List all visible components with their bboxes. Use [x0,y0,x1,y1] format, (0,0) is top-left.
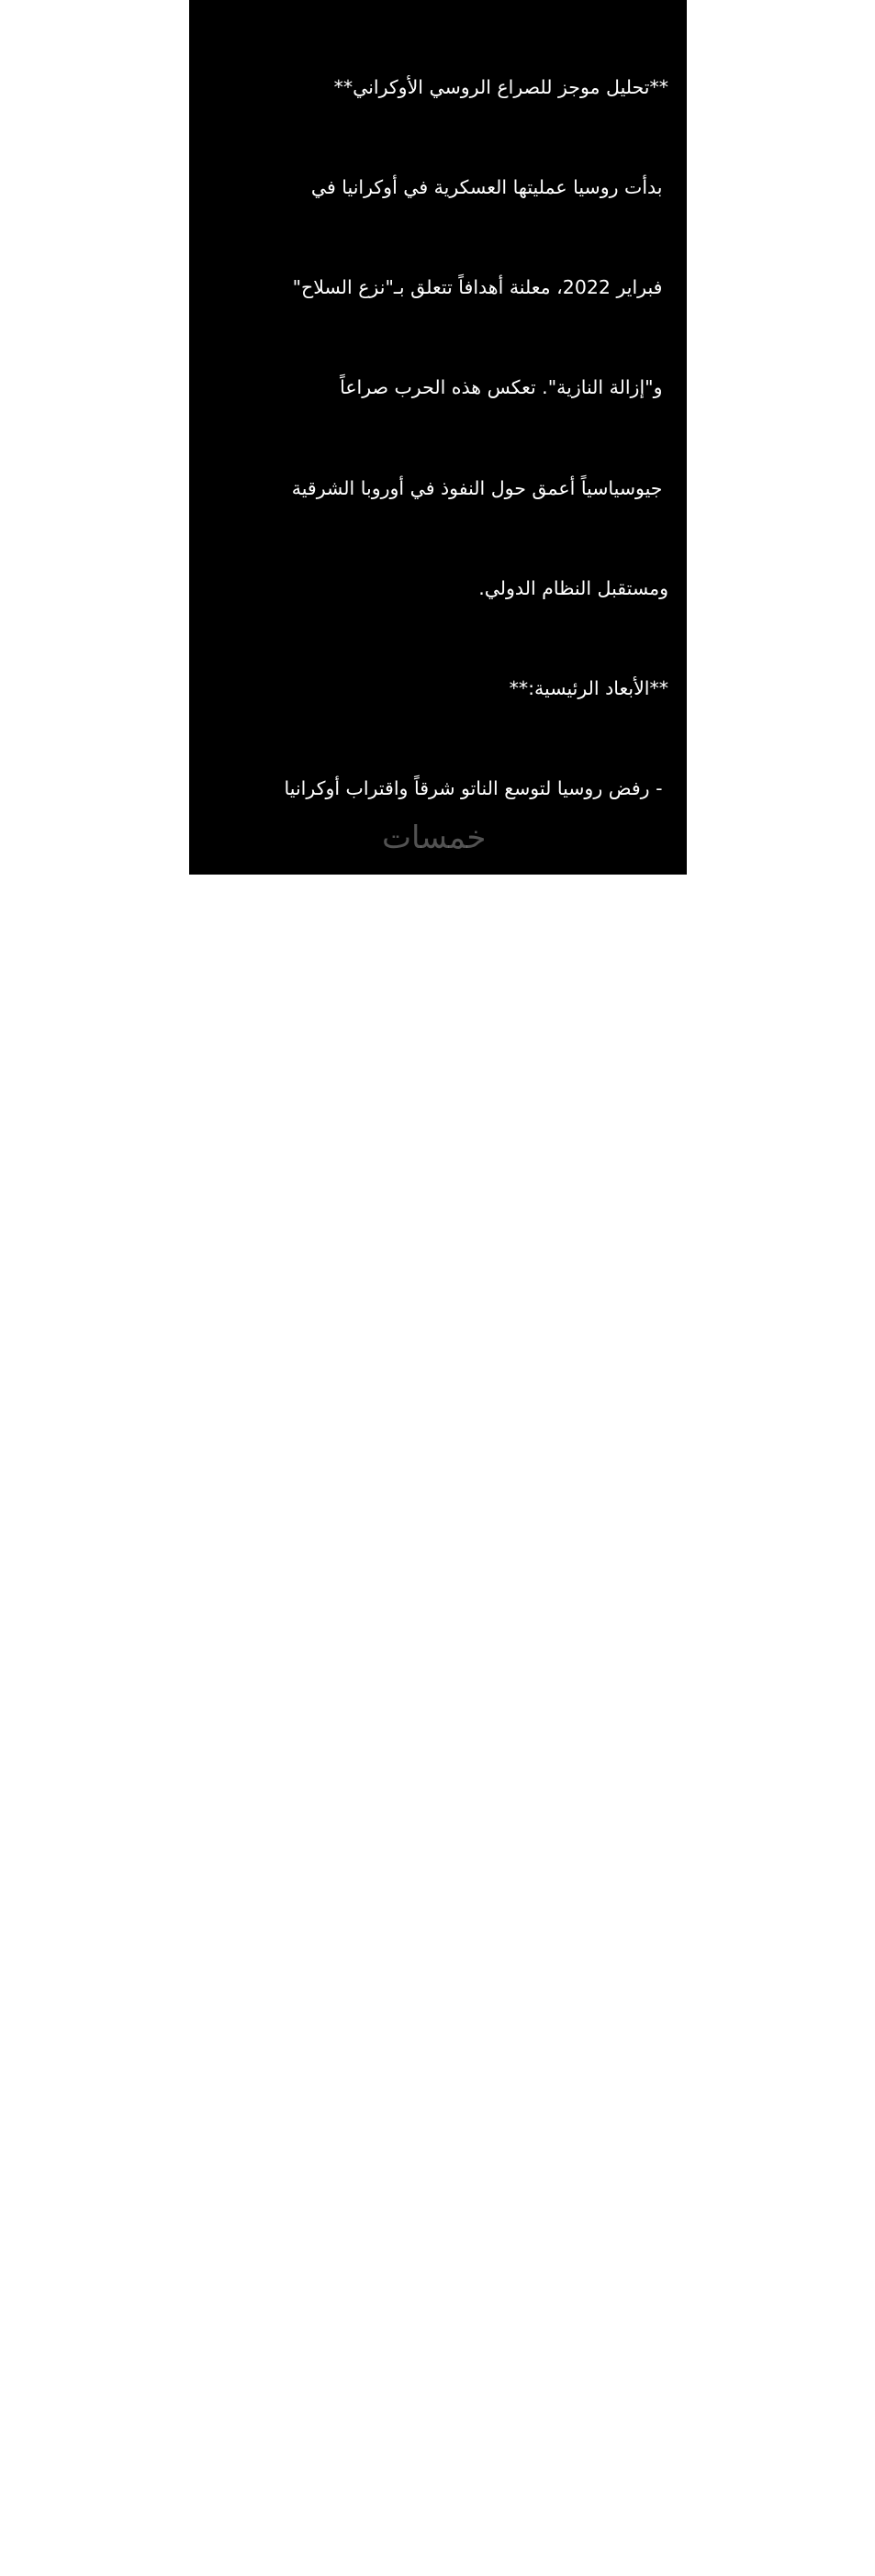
heading-title: **تحليل موجز للصراع الروسي الأوكراني** [333,75,668,98]
watermark-logo: خمسات [382,820,487,856]
list-item: جزء من "العالم الروسي"؟ [462,1077,668,1100]
list-item: - اضطرابات اقتصادية عالمية (الطاقة، الغذاء، [315,1578,668,1601]
paragraph-line: المفاوضات تتطلب تنازلات صعبة من الجانبين. [310,2280,668,2303]
list-item: - التنافس بين القوى العظمى وإعادة تشكيل النظام [269,1178,668,1201]
paragraph-line: الصراع يبدو طويل الأمد دون حل واضح في الأفق. [285,2080,668,2102]
paragraph-line: النتيجة ستحدد شكل النظام الدولي والأمن [339,2381,668,2403]
list-item: - رفض روسيا لتوسع الناتو شرقاً واقتراب أوكرانيا [284,777,668,800]
list-item: التضخم) [603,1679,668,1702]
text-panel [189,0,687,2504]
heading-expectations: **التوقعات:** [556,1979,668,2002]
list-item: العالمي [610,1278,668,1301]
paragraph-line: بدأت روسيا عمليتها العسكرية في أوكرانيا في [310,176,668,199]
paragraph-line: ومستقبل النظام الدولي. [478,576,668,599]
paragraph-line: فبراير 2022، معلنة أهدافاً تتعلق بـ"نزع السلاح" [292,276,668,299]
paragraph-line: جيوسياسياً أعمق حول النفوذ في أوروبا الشرقية [291,476,668,499]
heading-dimensions: **الأبعاد الرئيسية:** [509,677,668,700]
paragraph-line: و"إزالة النازية". تعكس هذه الحرب صراعاً [340,376,668,399]
paragraph-line: كلا الطرفين يواجه تحديات عسكرية واقتصادية. [303,2180,668,2203]
list-item: - إعادة تسليح أوروبا وتقوية تماسك الناتو [350,1779,668,1802]
article-text [209,4,668,2576]
list-item: من الغرب [589,877,668,900]
list-item: - أزمة إنسانية مع ملايين اللاجئين والنازحين [332,1478,668,1501]
list-item: - تعميق الانقسام بين الشرق والغرب [378,1879,668,1902]
heading-effects: **التأثيرات:** [557,1378,668,1401]
list-item: - الصراع على الهوية: هل أوكرانيا دولة مستقلة أم [281,977,668,1000]
paragraph-line: الأوروبي لعقود قادمة. [500,2481,668,2504]
